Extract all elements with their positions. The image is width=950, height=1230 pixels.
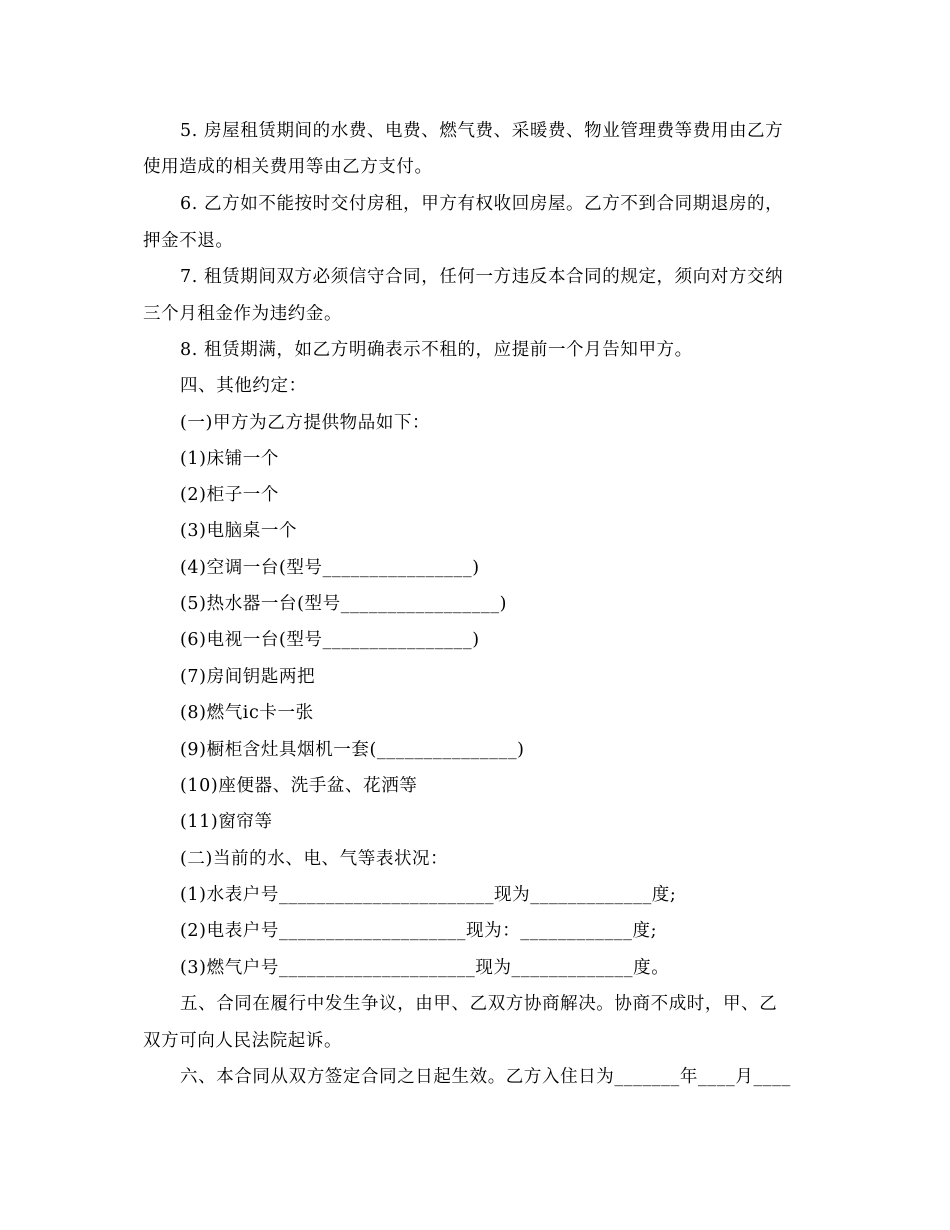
item-6: (6)电视一台(型号________________) [180, 630, 480, 650]
item-8: (8)燃气ic卡一张 [180, 703, 314, 723]
items-heading: (一)甲方为乙方提供物品如下： [180, 413, 431, 433]
gas-meter: (3)燃气户号_____________________现为_____________度。 [180, 958, 670, 978]
clause-7-line-2: 三个月租金作为违约金。 [143, 304, 343, 324]
item-10: (10)座便器、洗手盆、花洒等 [180, 776, 418, 796]
item-9: (9)橱柜含灶具烟机一套(_______________) [180, 740, 525, 760]
clause-5-line-1: 5. 房屋租赁期间的水费、电费、燃气费、采暖费、物业管理费等费用由乙方 [180, 121, 784, 141]
meters-heading: (二)当前的水、电、气等表状况： [180, 849, 449, 869]
section-5-line-2: 双方可向人民法院起诉。 [143, 1031, 343, 1051]
section-5-line-1: 五、合同在履行中发生争议，由甲、乙双方协商解决。协商不成时，甲、乙 [180, 994, 778, 1014]
item-5: (5)热水器一台(型号_________________) [180, 594, 508, 614]
water-meter: (1)水表户号_______________________现为_____________度; [180, 885, 677, 905]
item-2: (2)柜子一个 [180, 485, 279, 505]
section-4-heading: 四、其他约定： [180, 376, 307, 396]
clause-6-line-1: 6. 乙方如不能按时交付房租，甲方有权收回房屋。乙方不到合同期退房的， [180, 194, 784, 214]
clause-5-line-2: 使用造成的相关费用等由乙方支付。 [143, 157, 433, 177]
item-11: (11)窗帘等 [180, 812, 273, 832]
clause-7-line-1: 7. 租赁期间双方必须信守合同，任何一方违反本合同的规定，须向对方交纳 [180, 267, 784, 287]
clause-8: 8. 租赁期满，如乙方明确表示不租的，应提前一个月告知甲方。 [180, 340, 693, 360]
item-1: (1)床铺一个 [180, 449, 279, 469]
electric-meter: (2)电表户号____________________现为：____________度; [180, 921, 658, 941]
item-4: (4)空调一台(型号________________) [180, 558, 480, 578]
item-7: (7)房间钥匙两把 [180, 667, 316, 687]
clause-6-line-2: 押金不退。 [143, 231, 234, 251]
section-6-line-1: 六、本合同从双方签定合同之日起生效。乙方入住日为_______年____月____ [180, 1067, 791, 1087]
item-3: (3)电脑桌一个 [180, 521, 298, 541]
